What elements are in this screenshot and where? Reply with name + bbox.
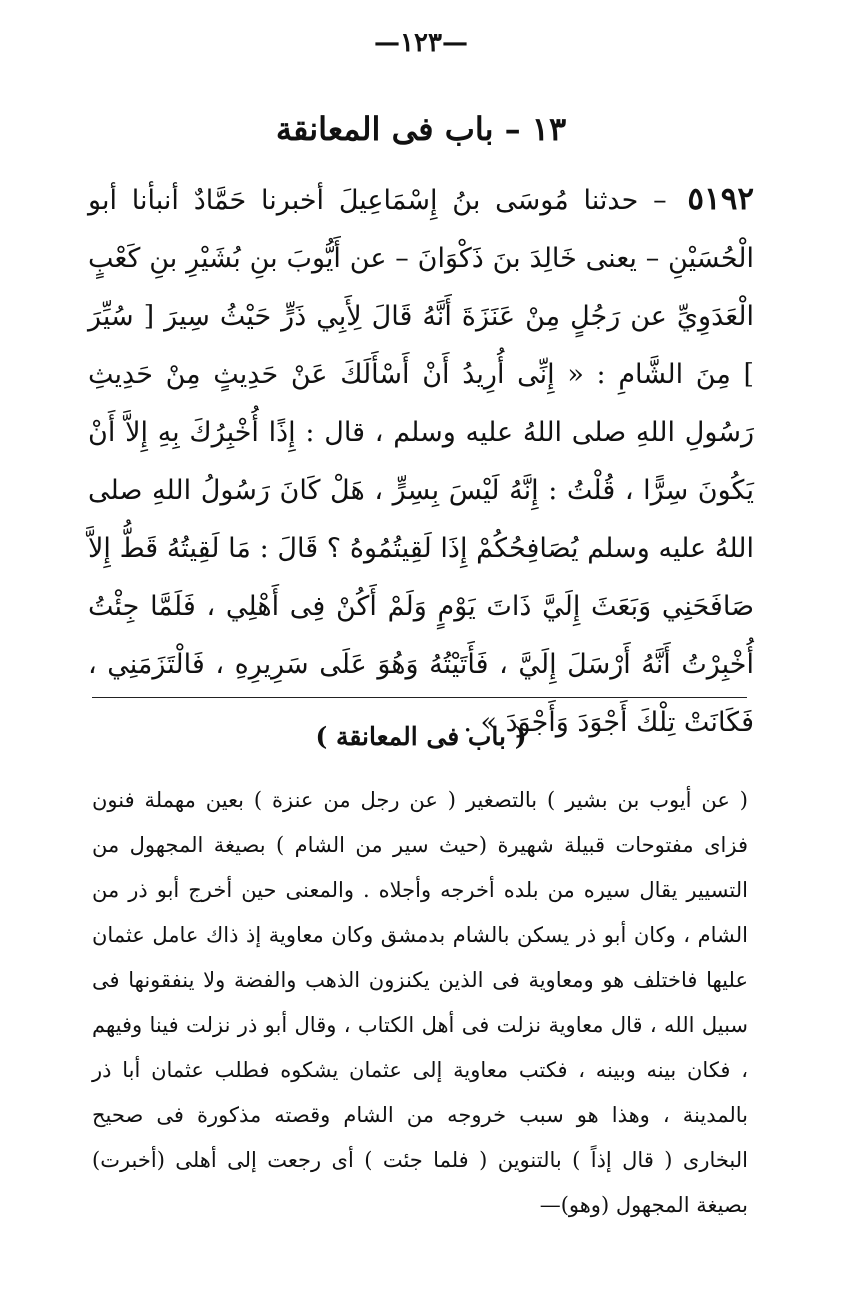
chapter-heading: ١٣ – باب فى المعانقة bbox=[275, 110, 567, 148]
section-divider bbox=[92, 697, 747, 698]
hadith-text-block bbox=[88, 170, 754, 752]
commentary-heading: ( باب فى المعانقة ) bbox=[315, 722, 527, 751]
hadith-number: ٥١٩٢ bbox=[687, 181, 754, 217]
page-number: —١٢٣— bbox=[374, 28, 468, 58]
commentary-text: ( عن أيوب بن بشير ) بالتصغير ( عن رجل من عنزة ) بعين مهملة فنون فزاى مفتوحات قبيلة شهيرة (حيث سير من الشام ) بصيغة المجهول من التسيير يقال سيره من بلده أخرجه وأجلاه . والمعنى حين أخرج أبو ذر من الشام ، وكان أبو ذر يسكن بالشام بدمشق وكان معاوية إذ ذاك عامل عثمان عليها فاختلف هو ومعاوية فى الذين يكنزون الذهب والفضة ولا ينفقونها فى سبيل الله ، قال معاوية نزلت فى أهل الكتاب ، وقال أبو ذر نزلت فينا وفيهم ، فكان بينه وبينه ، فكتب معاوية إلى عثمان يشكوه فطلب عثمان أبا ذر بالمدينة ، وهذا هو سبب خروجه من الشام وقصته مذكورة فى صحيح البخارى ( قال إذاً ) بالتنوين ( فلما جئت ) أى رجعت إلى أهلى (أخبرت) بصيغة المجهول (وهو)— bbox=[92, 788, 749, 1217]
hadith-text: – حدثنا مُوسَى بنُ إِسْمَاعِيلَ أخبرنا حَمَّادٌ أنبأنا أبو الْحُسَيْنِ – يعنى خَالِدَ بنَ ذَكْوَانَ – عن أَيُّوبَ بنِ بُشَيْرِ بنِ كَعْبٍ الْعَدَوِيِّ عن رَجُلٍ مِنْ عَنَزَةَ أَنَّهُ قَالَ لِأَبِي ذَرٍّ حَيْثُ سِيرَ [ سُيِّرَ ] مِنَ الشَّامِ : « إِنِّى أُرِيدُ أَنْ أَسْأَلَكَ عَنْ حَدِيثٍ مِنْ حَدِيثِ رَسُولِ اللهِ صلى اللهُ عليه وسلم ، قال : إِذًا أُخْبِرُكَ بِهِ إِلاَّ أَنْ يَكُونَ سِرًّا ، قُلْتُ : إِنَّهُ لَيْسَ بِسِرٍّ ، هَلْ كَانَ رَسُولُ اللهِ صلى اللهُ عليه وسلم يُصَافِحُكُمْ إِذَا لَقِيتُمُوهُ ؟ قَالَ : مَا لَقِيتُهُ قَطُّ إِلاَّ صَافَحَنِي وَبَعَثَ إِلَيَّ ذَاتَ يَوْمٍ وَلَمْ أَكُنْ فِى أَهْلِي ، فَلَمَّا جِئْتُ أُخْبِرْتُ أَنَّهُ أَرْسَلَ إِلَيَّ ، فَأَتَيْتُهُ وَهُوَ عَلَى سَرِيرِهِ ، فَالْتَزَمَنِي ، فَكَانَتْ تِلْكَ أَجْوَدَ وَأَجْوَدَ » . bbox=[88, 185, 754, 738]
